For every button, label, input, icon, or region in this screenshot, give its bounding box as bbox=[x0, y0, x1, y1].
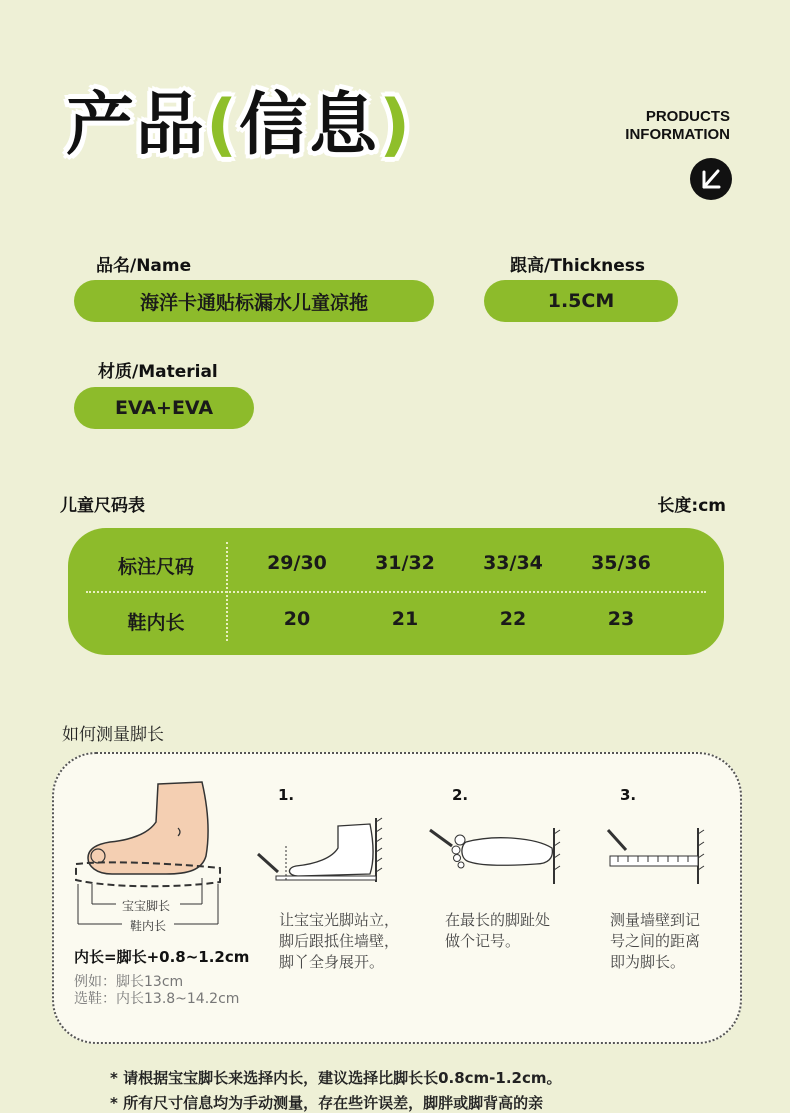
name-value-pill bbox=[74, 280, 434, 322]
name-value: 海洋卡通贴标漏水儿童凉拖 bbox=[139, 291, 368, 314]
size-cell: 29/30 bbox=[267, 552, 327, 574]
footer-note-2: * 所有尺寸信息均为手动测量，存在些许误差，脚胖或脚背高的亲 bbox=[110, 1094, 544, 1112]
inner-length-cell: 21 bbox=[391, 608, 419, 630]
table-horizontal-divider bbox=[86, 591, 706, 593]
size-cell: 35/36 bbox=[591, 552, 651, 574]
material-value: EVA+EVA bbox=[114, 397, 214, 419]
thickness-label: 跟高/Thickness bbox=[510, 256, 645, 276]
measure-title: 如何测量脚长 bbox=[62, 725, 164, 745]
step2-footprint-diagram bbox=[426, 826, 566, 886]
material-label: 材质/Material bbox=[98, 362, 218, 382]
material-value-pill bbox=[74, 387, 254, 429]
example-line2: 选鞋：内长13.8~14.2cm bbox=[74, 991, 240, 1007]
step3-text bbox=[610, 910, 700, 973]
step1-text bbox=[279, 910, 399, 973]
size-table bbox=[68, 528, 724, 655]
footer-note-1: * 请根据宝宝脚长来选择内长，建议选择比脚长长0.8cm-1.2cm。 bbox=[110, 1069, 562, 1087]
thickness-value: 1.5CM bbox=[547, 290, 615, 312]
step1-foot-wall-diagram bbox=[256, 816, 394, 890]
formula-text: 内长=脚长+0.8~1.2cm bbox=[74, 948, 250, 966]
step3-text-line1: 测量墙壁到记 bbox=[610, 911, 701, 929]
row-label-inner-length: 鞋内长 bbox=[127, 612, 185, 634]
english-title bbox=[625, 108, 730, 144]
step1-text-line2: 脚后跟抵住墙壁， bbox=[279, 932, 400, 950]
step1-text-line1: 让宝宝光脚站立， bbox=[279, 911, 400, 929]
name-label: 品名/Name bbox=[96, 256, 192, 276]
page-title bbox=[66, 86, 413, 165]
title-main: 产品 bbox=[66, 86, 207, 165]
step1-number: 1. bbox=[278, 786, 295, 804]
step3-number: 3. bbox=[620, 786, 637, 804]
thickness-value-pill bbox=[484, 280, 678, 322]
title-paren-close: ) bbox=[379, 86, 413, 165]
arrow-down-left-icon bbox=[690, 158, 732, 200]
inner-length-cell: 23 bbox=[607, 608, 635, 630]
step2-text-line1: 在最长的脚趾处 bbox=[445, 911, 551, 929]
diagram-label-shoe: 鞋内长 bbox=[130, 919, 167, 933]
inner-length-cell: 22 bbox=[499, 608, 527, 630]
title-paren-open: ( bbox=[206, 86, 240, 165]
step2-number: 2. bbox=[452, 786, 469, 804]
step3-ruler-diagram bbox=[604, 826, 708, 886]
example-line1: 例如：脚长13cm bbox=[74, 974, 184, 990]
size-cell: 33/34 bbox=[483, 552, 543, 574]
row-label-size: 标注尺码 bbox=[117, 556, 194, 578]
step3-text-line3: 即为脚长。 bbox=[610, 953, 686, 971]
title-inner: 信息 bbox=[239, 86, 380, 165]
english-title-line2: INFORMATION bbox=[625, 126, 730, 143]
step1-text-line3: 脚丫全身展开。 bbox=[279, 953, 385, 971]
size-chart-unit: 长度:cm bbox=[657, 496, 726, 516]
step2-text bbox=[445, 910, 550, 952]
step3-text-line2: 号之间的距离 bbox=[610, 932, 701, 950]
diagram-label-foot: 宝宝脚长 bbox=[122, 899, 171, 913]
size-cell: 31/32 bbox=[375, 552, 435, 574]
step2-text-line2: 做个记号。 bbox=[445, 932, 521, 950]
english-title-line1: PRODUCTS bbox=[645, 108, 730, 125]
size-chart-title: 儿童尺码表 bbox=[60, 496, 145, 516]
inner-length-cell: 20 bbox=[283, 608, 311, 630]
